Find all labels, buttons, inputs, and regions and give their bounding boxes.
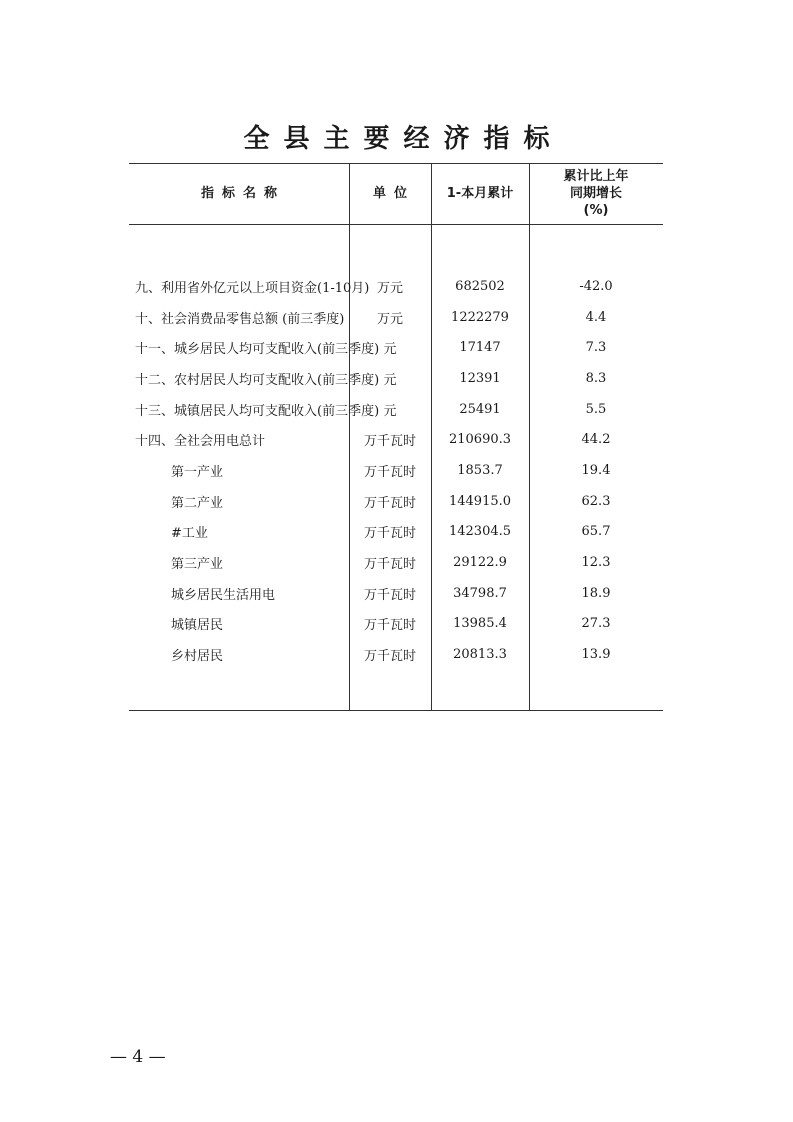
row-growth: 62.3 — [581, 493, 611, 509]
row-name: 第二产业 — [171, 495, 224, 511]
table-row — [129, 486, 663, 517]
row-value: 34798.7 — [453, 585, 507, 601]
row-unit: 万千瓦时 — [363, 618, 416, 634]
row-unit: 万千瓦时 — [363, 557, 416, 573]
header-unit: 单位 — [372, 186, 415, 201]
row-value: 25491 — [459, 401, 501, 417]
table-row — [129, 424, 663, 455]
row-name: 十三、城镇居民人均可支配收入(前三季度) — [135, 403, 380, 419]
table-row — [129, 271, 663, 302]
row-name: 十一、城乡居民人均可支配收入(前三季度) — [135, 342, 380, 358]
header-name: 指标名称 — [200, 186, 285, 201]
row-value: 1853.7 — [457, 462, 503, 478]
row-name: 第三产业 — [171, 557, 224, 573]
header-growth — [529, 163, 663, 224]
row-growth: 65.7 — [581, 524, 611, 540]
row-growth: 44.2 — [581, 432, 611, 448]
row-value: 17147 — [459, 340, 501, 356]
table-body — [129, 271, 663, 670]
row-name: 十二、农村居民人均可支配收入(前三季度) — [135, 372, 380, 388]
row-unit: 万千瓦时 — [363, 495, 416, 511]
row-value: 1222279 — [451, 309, 509, 325]
page-title: 全县主要经济指标 — [243, 124, 564, 154]
row-value: 210690.3 — [448, 432, 512, 448]
table-row — [129, 302, 663, 333]
row-name: 九、利用省外亿元以上项目资金(1-10月) — [135, 280, 370, 296]
row-unit: 元 — [383, 342, 397, 358]
row-growth: 13.9 — [581, 647, 611, 663]
row-growth: 4.4 — [585, 309, 607, 325]
row-value: 12391 — [459, 370, 501, 386]
table-row — [129, 455, 663, 486]
header-value: 1-本月累计 — [446, 186, 514, 201]
row-growth: 8.3 — [585, 370, 607, 386]
table-row — [129, 609, 663, 640]
row-unit: 万元 — [376, 280, 403, 296]
row-growth: 12.3 — [581, 555, 611, 571]
row-value: 144915.0 — [448, 493, 512, 509]
table-row — [129, 578, 663, 609]
row-growth: 7.3 — [585, 340, 607, 356]
page-number: — 4 — — [110, 1047, 166, 1067]
row-growth: -42.0 — [579, 278, 613, 294]
header-growth-line3: (%) — [583, 203, 609, 218]
row-value: 29122.9 — [453, 555, 507, 571]
table-row — [129, 639, 663, 670]
indicator-table — [129, 163, 663, 711]
table-row — [129, 332, 663, 363]
row-unit: 万千瓦时 — [363, 434, 416, 450]
row-name: 十、社会消费品零售总额 (前三季度) — [135, 311, 345, 327]
row-unit: 元 — [383, 372, 397, 388]
row-unit: 万千瓦时 — [363, 464, 416, 480]
row-name: #工业 — [171, 526, 208, 542]
row-growth: 19.4 — [581, 462, 611, 478]
header-bottom-border — [129, 224, 663, 225]
table-row — [129, 547, 663, 578]
row-value: 142304.5 — [448, 524, 512, 540]
table-row — [129, 394, 663, 425]
row-name: 十四、全社会用电总计 — [135, 434, 266, 450]
table-bottom-border — [129, 710, 663, 711]
header-growth-line1: 累计比上年 — [563, 169, 629, 184]
row-growth: 27.3 — [581, 616, 611, 632]
row-name: 城乡居民生活用电 — [171, 587, 276, 603]
row-value: 20813.3 — [453, 647, 507, 663]
row-name: 乡村居民 — [171, 649, 224, 665]
row-unit: 元 — [383, 403, 397, 419]
row-unit: 万千瓦时 — [363, 587, 416, 603]
row-value: 682502 — [455, 278, 505, 294]
row-name: 第一产业 — [171, 464, 224, 480]
row-unit: 万元 — [376, 311, 403, 327]
row-growth: 5.5 — [585, 401, 607, 417]
table-row — [129, 517, 663, 548]
row-unit: 万千瓦时 — [363, 526, 416, 542]
row-value: 13985.4 — [453, 616, 507, 632]
row-name: 城镇居民 — [171, 618, 224, 634]
row-unit: 万千瓦时 — [363, 649, 416, 665]
row-growth: 18.9 — [581, 585, 611, 601]
header-growth-line2: 同期增长 — [569, 186, 622, 201]
table-row — [129, 363, 663, 394]
